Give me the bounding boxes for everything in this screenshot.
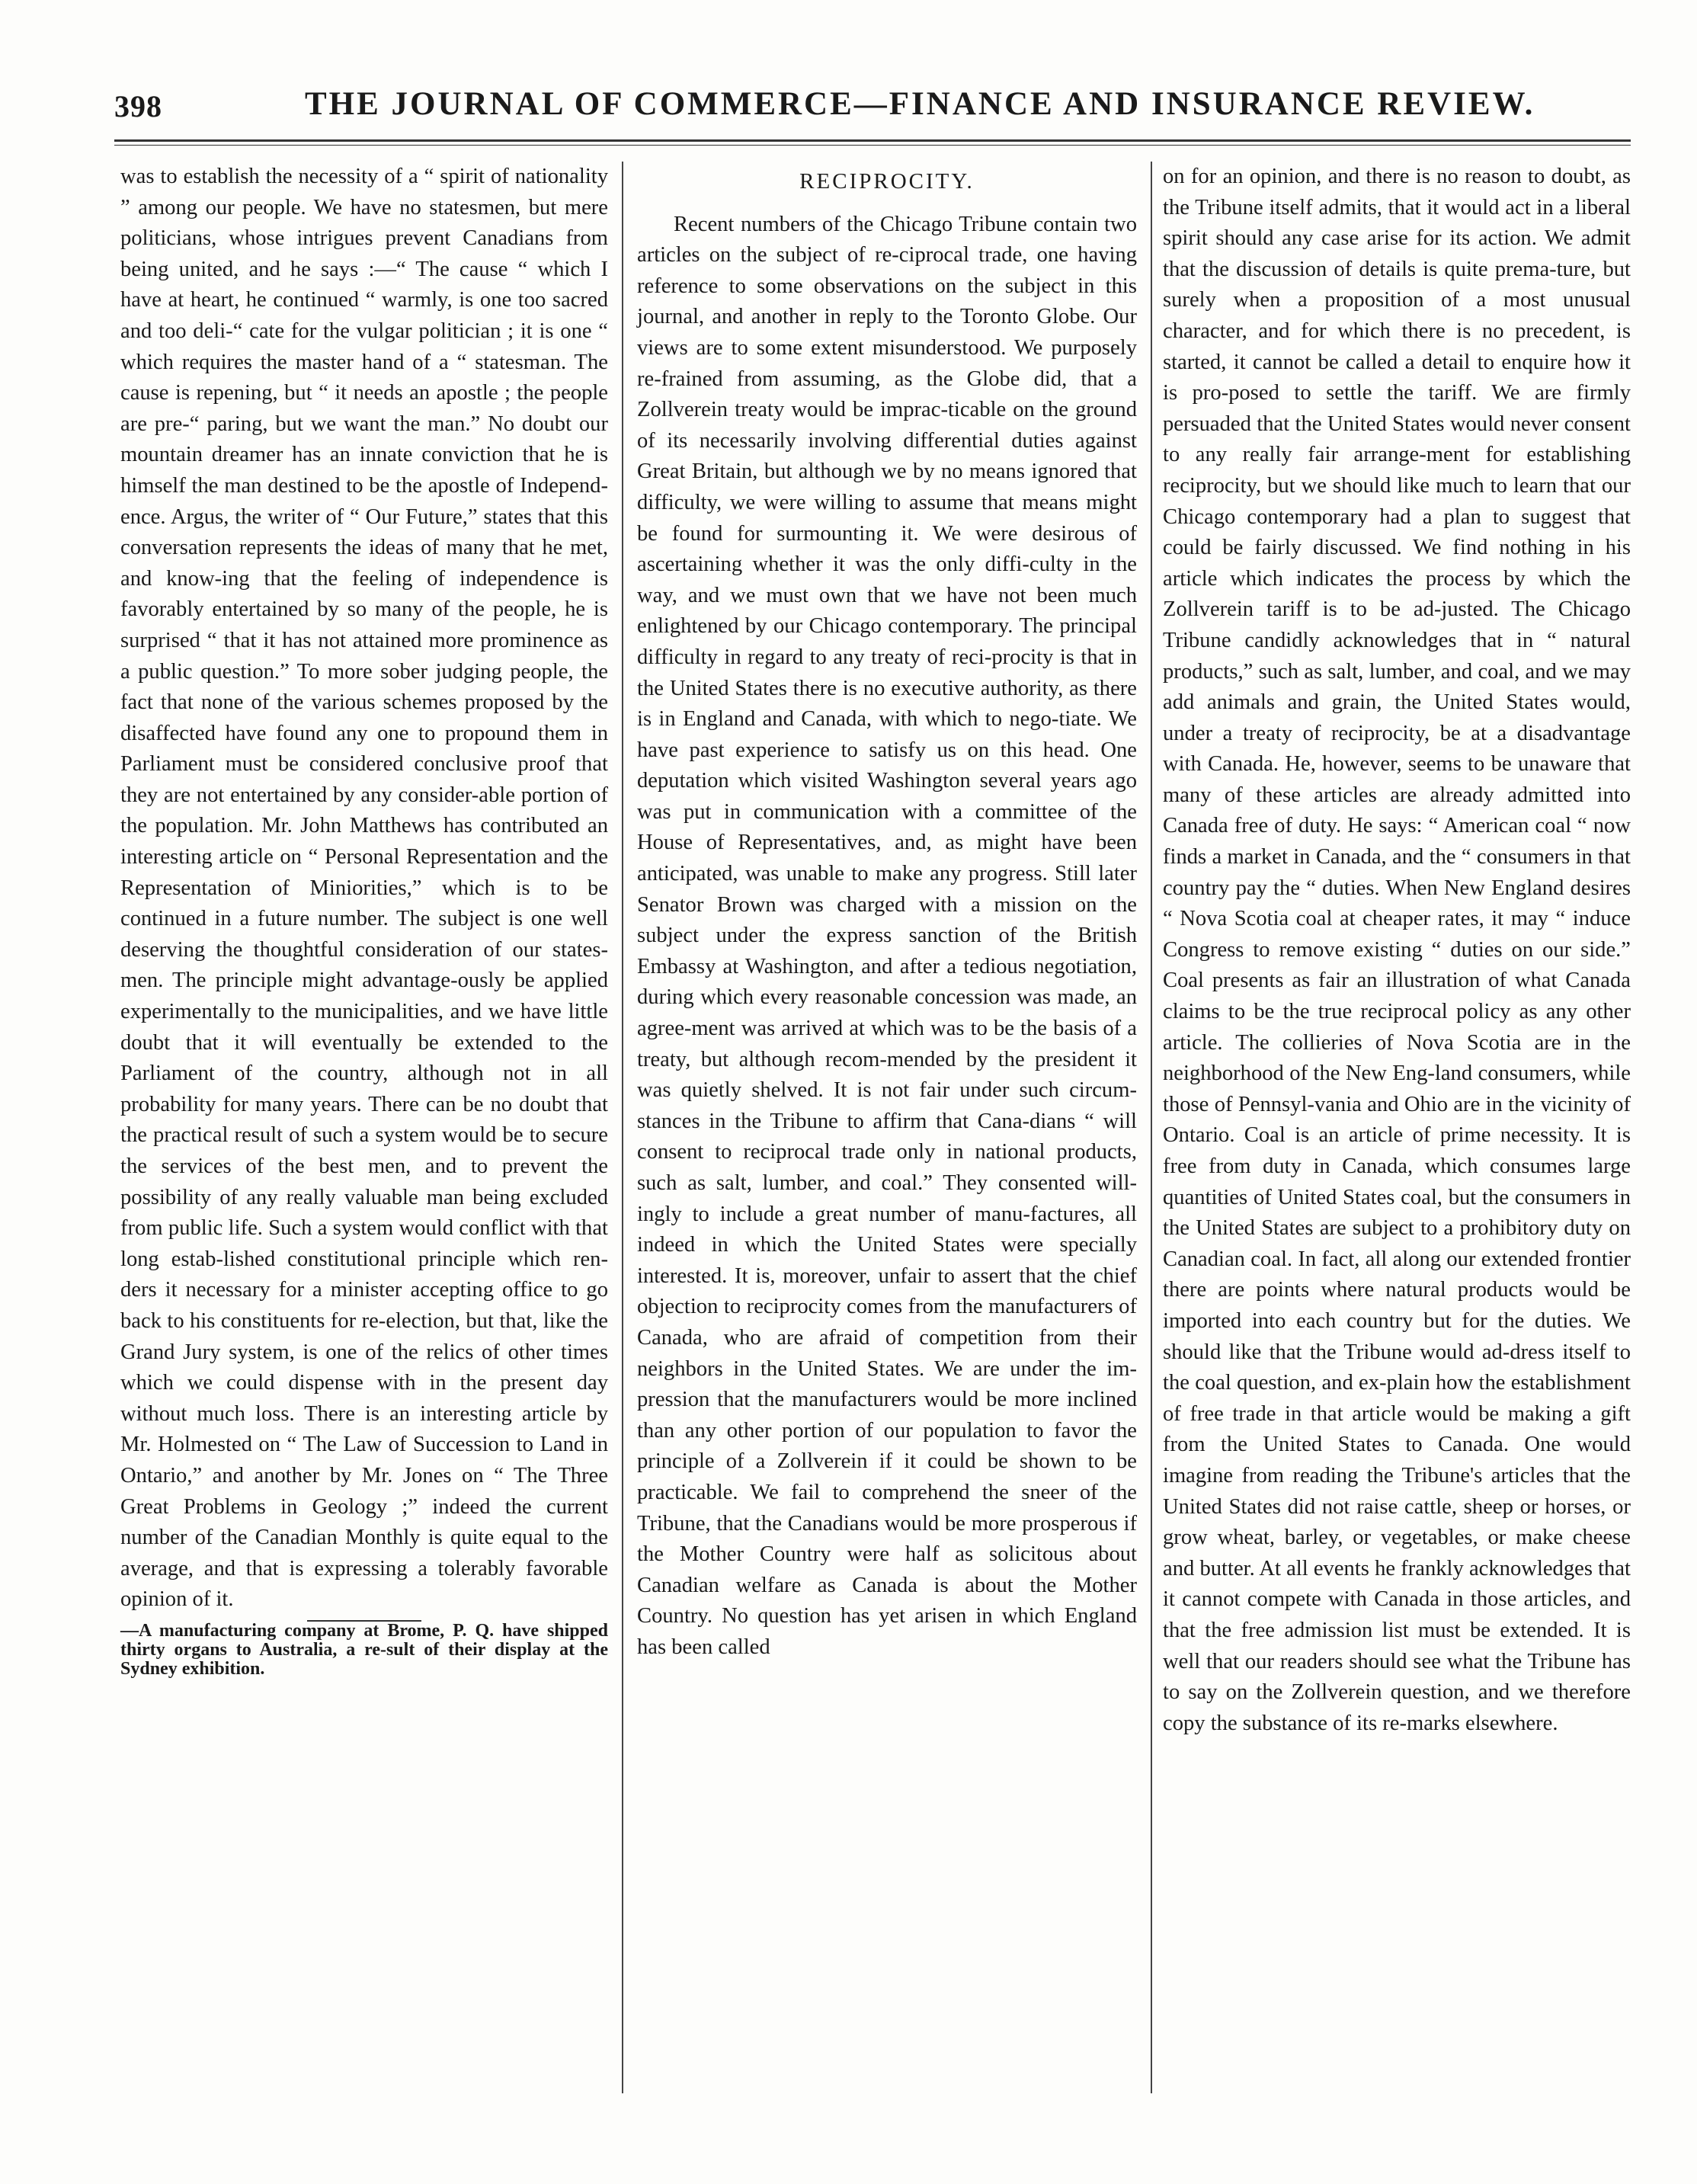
page-number: 398 bbox=[114, 89, 162, 123]
column-3-text: on for an opinion, and there is no reason to doubt, as the Tribune itself admits, that it would act in a liberal spirit should any case arise for its action. We admit that the discussion of details is quite prema-ture, but surely when a proposition of a most unusual character, and for which there is no precedent, is started, it cannot be called a detail to enquire how it is pro-posed to settle the tariff. We are firmly persuaded that the United States would never consent to any really fair arrange-ment for establishing reciprocity, but we should like much to learn that our Chicago contemporary had a plan to suggest that could be fairly discussed. We find nothing in his article which indicates the process by which the Zollverein tariff is to be ad-justed. The Chicago Tribune candidly acknowledges that in “ natural products,” such as salt, lumber, and coal, and we may add animals and grain, the United States would, under a treaty of reciprocity, be at a disadvantage with Canada. He, however, seems to be unaware that many of these articles are already admitted into Canada free of duty. He says: “ American coal “ now finds a market in Canada, and the “ consumers in that country pay the “ duties. When New England desires “ Nova Scotia coal at cheaper rates, it may “ induce Congress to remove existing “ duties on our side.” Coal presents as fair an illustration of what Canada claims to be the true reciprocal policy as any other article. The collieries of Nova Scotia are in the neighborhood of the New Eng-land consumers, while those of Pennsyl-vania and Ohio are in the vicinity of Ontario. Coal is an article of prime necessity. It is free from duty in Canada, which consumes large quantities of United States coal, but the consumers in the United States are subject to a prohibitory duty on Canadian coal. In fact, all along our extended frontier there are points where natural products would be imported into each country but for the duties. We should like that the Tribune would ad-dress itself to the coal question, and ex-plain how the establishment of free trade in that article would be making a gift from the United States to Canada. One would imagine from reading the Tribune's articles that the United States did not raise cattle, sheep or horses, or grow wheat, barley, or vegetables, or make cheese and butter. At all events he frankly acknowledges that it cannot compete with Canada in those articles, and that the free admission list must be extended. It is well that our readers should see what the Tribune has to say on the Zollverein question, and we therefore copy the substance of its re-marks elsewhere. bbox=[1163, 165, 1631, 1735]
column-divider-2 bbox=[1151, 162, 1152, 2093]
column-2 bbox=[637, 162, 1137, 1664]
reciprocity-text: Recent numbers of the Chicago Tribune contain two articles on the subject of re-ciprocal trade, one having reference to some observations on the subject in this journal, and another in reply to the Toronto Globe. Our views are to some extent misunderstood. We purposely re-frained from assuming, as the Globe did, that a Zollverein treaty would be imprac-ticable on the ground of its necessarily involving differential duties against Great Britain, but although we by no means ignored that difficulty, we were willing to assume that means might be found for surmounting it. We were desirous of ascertaining whether it was the only diffi-culty in the way, and we must own that we have not been much enlightened by our Chicago contemporary. The principal difficulty in regard to any treaty of reci-procity is that in the United States there is no executive authority, as there is in England and Canada, with which to nego-tiate. We have past experience to satisfy us on this head. One deputation which visited Washington several years ago was put in communication with a committee of the House of Representatives, and, as might have been anticipated, was unable to make any progress. Still later Senator Brown was charged with a mission on the subject under the express sanction of the British Embassy at Washington, and after a tedious negotiation, during which every reasonable concession was made, an agree-ment was arrived at which was to be the basis of a treaty, but although recom-mended by the president it was quietly shelved. It is not fair under such circum-stances in the Tribune to affirm that Cana-dians “ will consent to reciprocal trade only in national products, such as salt, lumber, and coal.” They consented will-ingly to include a great number of manu-factures, all indeed in which the United States were specially interested. It is, moreover, unfair to assert that the chief objection to reciprocity comes from the manufacturers of Canada, who are afraid of competition from their neighbors in the United States. We are under the im-pression that the manufacturers would be more inclined than any other portion of our population to favor the principle of a Zollverein if it could be shown to be practicable. We fail to comprehend the sneer of the Tribune, that the Canadians would be more prosperous if the Mother Country were half as solicitous about Canadian welfare as Canada is about the Mother Country. No question has yet arisen in which England has been called bbox=[637, 212, 1137, 1659]
header-rule-thin bbox=[114, 145, 1631, 146]
article-heading-reciprocity: RECIPROCITY. bbox=[799, 169, 975, 194]
header-rule-thick bbox=[114, 139, 1631, 142]
journal-title: THE JOURNAL OF COMMERCE—FINANCE AND INSURANCE REVIEW. bbox=[305, 86, 1535, 122]
column-3 bbox=[1163, 162, 1631, 1739]
column-1-text: was to establish the necessity of a “ spirit of nationality ” among our people. We have no statesmen, but mere politicians, whose intrigues prevent Canadians from being united, and he says :—“ The cause “ which I have at heart, he continued “ warmly, is one too sacred and too deli-“ cate for the vulgar politician ; it is one “ which requires the master hand of a “ statesman. The cause is repening, but “ it needs an apostle ; the people are pre-“ paring, but we want the man.” No doubt our mountain dreamer has an innate conviction that he is himself the man destined to be the apostle of Independ-ence. Argus, the writer of “ Our Future,” states that this conversation represents the ideas of many that he met, and know-ing that the feeling of independence is favorably entertained by so many of the people, he is surprised “ that it has not attained more prominence as a public question.” To more sober judging people, the fact that none of the various schemes proposed by the disaffected have found any one to propound them in Parliament must be considered conclusive proof that they are not entertained by any consider-able portion of the population. Mr. John Matthews has contributed an interesting article on “ Personal Representation and the Representation of Miniorities,” which is to be continued in a future number. The subject is one well deserving the thoughtful consideration of our states-men. The principle might advantage-ously be applied experimentally to the municipalities, and we have little doubt that it will eventually be extended to the Parliament of the country, although not in all probability for many years. There can be no doubt that the practical result of such a system would be to secure the services of the best men, and to prevent the possibility of any really valuable man being excluded from public life. Such a system would conflict with that long estab-lished constitutional principle which ren-ders it necessary for a minister accepting office to go back to his constituents for re-election, but that, like the Grand Jury system, is one of the relics of other times which we could dispense with in the present day without much loss. There is an interesting article by Mr. Holmested on “ The Law of Succession to Land in Ontario,” and another by Mr. Jones on “ The Three Great Problems in Geology ;” indeed the current number of the Canadian Monthly is quite equal to the average, and that is expressing a tolerably favorable opinion of it. bbox=[120, 165, 608, 1612]
column-1 bbox=[120, 162, 608, 1679]
column-divider-1 bbox=[622, 162, 623, 2093]
brief-note: —A manufacturing company at Brome, P. Q. have shipped thirty organs to Australia, a re-sult of their display at the Sydney exhibition. bbox=[120, 1620, 608, 1679]
page-header bbox=[114, 85, 1555, 131]
